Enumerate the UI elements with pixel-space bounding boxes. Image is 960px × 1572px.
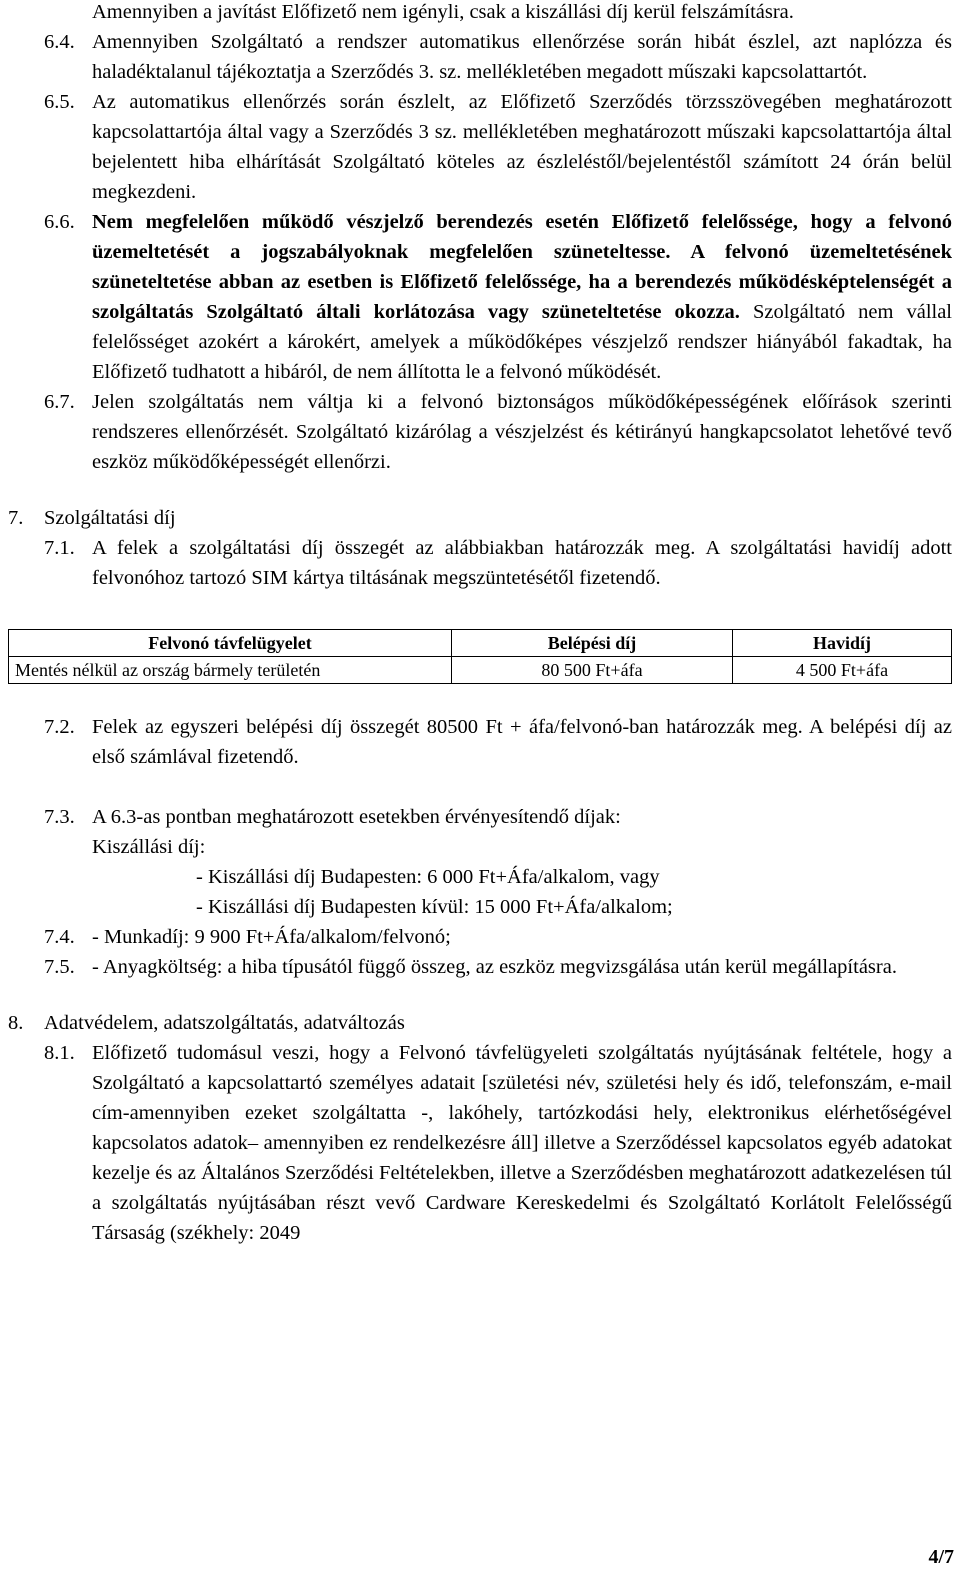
clause-7-1 (0, 533, 952, 593)
clause-7-5 (0, 952, 952, 982)
clause-number: 6.6. (44, 211, 75, 233)
clause-6-4 (0, 27, 952, 87)
clause-text: Amennyiben Szolgáltató a rendszer automatikus ellenőrzése során hibát észlel, azt naplózza és haladéktalanul tájékoztatja a Szerződés 3. sz. mellékletében megadott műszaki kapcsolattartót. (92, 31, 952, 83)
clause-number: 7.4. (44, 926, 75, 948)
clause-text: Szolgáltató nem vállal felelősséget azokért a károkért, amelyek a működőképes vészjelző rendszer hiányából fakadtak, ha Előfizető tudhatott a hibáról, de nem állította le a felvonó működését. (92, 301, 953, 383)
clause-bold-text: Nem megfelelően működő vészjelző berendezés esetén Előfizető felelőssége, hogy a felvonó üzemeltetését a jogszabályoknak megfelelően szüneteltesse. A felvonó üzemeltetésének szüneteltetése abban az esetben is Előfizető felelőssége, ha a berendezés működésképtelenségét a szolgáltatás Szolgáltató általi korlátozása vagy szüneteltetése okozza. (92, 211, 952, 323)
section-7-heading (0, 503, 960, 533)
section-number: 8. (8, 1012, 24, 1034)
clause-number: 6.7. (44, 391, 75, 413)
clause-text: - Munkadíj: 9 900 Ft+Áfa/alkalom/felvonó; (92, 926, 451, 948)
clause-text: - Anyagköltség: a hiba típusától függő összeg, az eszköz megvizsgálása után kerül megállapításra. (92, 956, 897, 978)
fee-subitem: - Kiszállási díj Budapesten: 6 000 Ft+Áfa/alkalom, vagy (196, 866, 660, 888)
clause-text: Az automatikus ellenőrzés során észlelt, az Előfizető Szerződés törzsszövegében meghatározott kapcsolattartója által vagy a Szerződés 3 sz. mellékletében meghatározott műszaki kapcsolattartója által bejelentett hiba elhárítását Szolgáltató köteles az észleléstől/bejelentéstől számított 24 órán belül megkezdeni. (92, 91, 952, 203)
paragraph-continuation: Amennyiben a javítást Előfizető nem igényli, csak a kiszállási díj kerül felszámításra. (92, 1, 794, 23)
clause-text: Előfizető tudomásul veszi, hogy a Felvonó távfelügyeleti szolgáltatás nyújtásának feltétele, hogy a Szolgáltató a kapcsolattartó személyes adatait [születési név, születési hely és idő, telefonszám, e-mail cím-amennyiben ezeket szolgáltatta -, lakóhely, tartózkodási hely, elektronikus elérhetőségével kapcsolatos adatok– amennyiben ez rendelkezésre áll] illetve a Szerződéssel kapcsolatos egyéb adatokat kezelje és az Általános Szerződési Feltételekben, illetve a Szerződésben meghatározott adatkezelésen túl a szolgáltatás nyújtásában részt vevő Cardware Kereskedelmi és Szolgáltató Korlátolt Felelősségű Társaság (székhely: 2049 (92, 1042, 952, 1244)
clause-8-1 (0, 1038, 952, 1248)
section-8-heading (0, 1008, 960, 1038)
fee-subitem: - Kiszállási díj Budapesten kívül: 15 000 Ft+Áfa/alkalom; (196, 896, 673, 918)
table-header: Felvonó távfelügyelet (9, 630, 452, 657)
clause-number: 8.1. (44, 1042, 75, 1064)
clause-6-6 (0, 207, 952, 387)
page-number: 4/7 (928, 1546, 954, 1568)
clause-number: 7.5. (44, 956, 75, 978)
table-header: Havidíj (733, 630, 952, 657)
clause-text-line: Kiszállási díj: (92, 836, 206, 858)
clause-number: 7.2. (44, 716, 75, 738)
table-cell: Mentés nélkül az ország bármely területén (9, 657, 452, 684)
clause-7-4 (0, 922, 952, 952)
clause-text: A 6.3-as pontban meghatározott esetekben érvényesítendő díjak: (92, 806, 621, 828)
clause-number: 7.1. (44, 537, 75, 559)
table-row (9, 657, 952, 684)
clause-6-5 (0, 87, 952, 207)
table-header-row (9, 630, 952, 657)
clause-7-2 (0, 712, 952, 772)
clause-text: A felek a szolgáltatási díj összegét az alábbiakban határozzák meg. A szolgáltatási havidíj adott felvonóhoz tartozó SIM kártya tiltásának megszüntetésétől fizetendő. (92, 537, 952, 589)
section-number: 7. (8, 507, 24, 529)
fee-table (8, 629, 952, 684)
table-header: Belépési díj (452, 630, 733, 657)
clause-number: 6.5. (44, 91, 75, 113)
clause-text: Felek az egyszeri belépési díj összegét 80500 Ft + áfa/felvonó-ban határozzák meg. A belépési díj az első számlával fizetendő. (92, 716, 952, 768)
clause-number: 6.4. (44, 31, 75, 53)
section-title: Adatvédelem, adatszolgáltatás, adatváltozás (44, 1012, 405, 1034)
clause-text: Jelen szolgáltatás nem váltja ki a felvonó biztonságos működőképességének előírások szerinti rendszeres ellenőrzését. Szolgáltató kizárólag a vészjelzést és kétirányú hangkapcsolatot lehetővé tevő eszköz működőképességét ellenőrzi. (92, 391, 952, 473)
table-cell: 80 500 Ft+áfa (452, 657, 733, 684)
section-title: Szolgáltatási díj (44, 507, 176, 529)
clause-7-3 (0, 802, 952, 862)
clause-number: 7.3. (44, 806, 75, 828)
table-cell: 4 500 Ft+áfa (733, 657, 952, 684)
clause-6-7 (0, 387, 952, 477)
